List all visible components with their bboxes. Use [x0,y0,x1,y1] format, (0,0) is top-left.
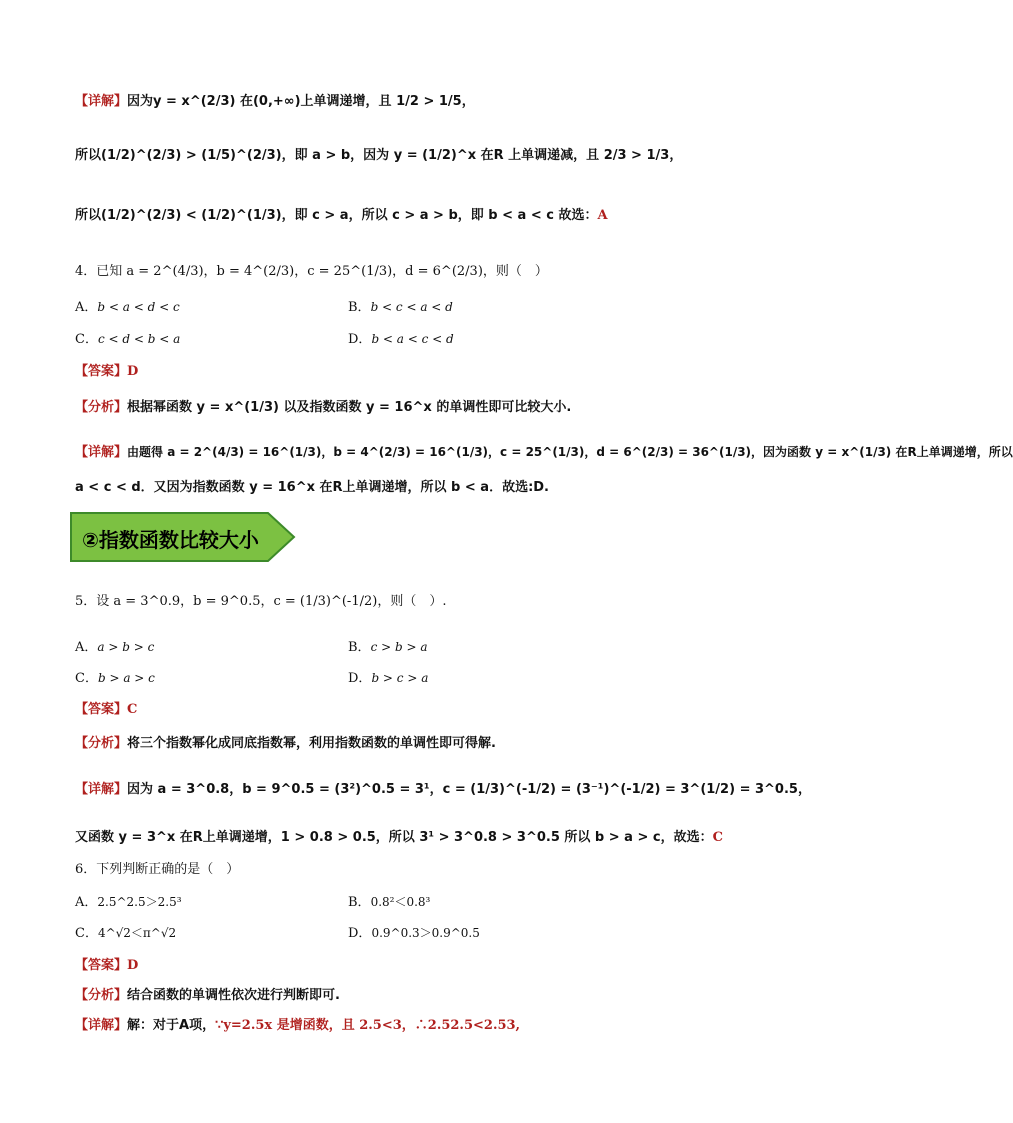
q4-option-d [348,330,454,349]
q5-detail-line2 [75,828,723,848]
q5-answer: C [127,702,138,717]
option-letter: D． [348,671,372,686]
q3-detail-text1: 因为y = x^(2/3) 在(0,+∞)上单调递增，且 1/2 > 1/5， [127,94,475,109]
q6-option-a [75,893,182,912]
answer-label: 【答案】 [75,958,128,973]
q6-answer: D [127,958,139,973]
q5-final-answer: C [712,830,723,845]
q3-detail-line1 [75,92,475,112]
q5-detail-text1: 因为 a = 3^0.8，b = 9^0.5 = (3²)^0.5 = 3¹，c = (1/3)^(-1/2) = (3⁻¹)^(-1/2) = 3^(1/2) = 3^0.5， [127,782,811,797]
q6-analysis-line [75,986,340,1006]
q6-detail-line [75,1016,520,1036]
q6-analysis: 结合函数的单调性依次进行判断即可. [127,988,340,1003]
answer-label: 【答案】 [75,702,128,717]
q5-stem: 5．设 a = 3^0.9，b = 9^0.5，c = (1/3)^(-1/2)，则（ ）. [75,594,447,609]
q4-detail-text1: 由题得 a = 2^(4/3) = 16^(1/3)，b = 4^(2/3) = 16^(1/3)，c = 25^(1/3)，d = 6^(2/3) = 36^(1/3)，因为函数 y = x^(1/3) 在R上单调递增，所以 [127,445,1013,459]
q6-option-d [348,924,480,943]
q5-option-d [348,669,428,688]
q4-stem: 4．已知 a = 2^(4/3)，b = 4^(2/3)，c = 25^(1/3)，d = 6^(2/3)，则（ ） [75,264,548,279]
q6-detail-lead: 解：对于A项， [127,1018,216,1033]
q5-analysis: 将三个指数幂化成同底指数幂，利用指数函数的单调性即可得解. [127,736,496,751]
option-letter: B． [348,895,371,910]
detail-label: 【详解】 [75,1018,128,1033]
q5-analysis-line [75,734,496,754]
q4-analysis-line [75,398,571,418]
q6-option-c [75,924,176,943]
q5-option-a [75,638,154,657]
q6-stem: 6．下列判断正确的是（ ） [75,862,240,877]
option-letter: A． [75,300,98,315]
q4-option-a [75,298,180,317]
q5-option-c [75,669,155,688]
option-letter: C． [75,926,98,941]
analysis-label: 【分析】 [75,988,128,1003]
q5-detail-text2: 又函数 y = 3^x 在R上单调递增，1 > 0.8 > 0.5，所以 3¹ > 3^0.8 > 3^0.5 所以 b > a > c，故选： [75,830,713,845]
detail-label: 【详解】 [75,94,128,109]
q5-option-b [348,638,428,657]
q4-option-c [75,330,180,349]
q3-detail-text3: 所以(1/2)^(2/3) < (1/2)^(1/3)，即 c > a，所以 c > a > b，即 b < a < c 故选： [75,208,598,223]
q6-detail-red: ∵y=2.5x 是增函数，且 2.5<3，∴2.52.5<2.53, [215,1018,521,1033]
q3-detail-line3 [75,206,608,226]
option-text: 4^√2＜π^√2 [97,926,177,940]
q3-detail-line2 [75,146,682,166]
option-letter: A． [75,895,98,910]
option-text: 2.5^2.5＞2.5³ [97,895,182,909]
option-text: c < d < b < a [97,332,181,346]
option-text: c > b > a [370,640,428,654]
q4-option-b [348,298,453,317]
q6-option-b [348,893,430,912]
detail-label: 【详解】 [75,782,128,797]
analysis-label: 【分析】 [75,400,128,415]
q4-detail-line2 [75,478,549,498]
option-letter: C． [75,332,98,347]
section-title: ②指数函数比较大小 [82,528,259,552]
option-text: 0.9^0.3＞0.9^0.5 [371,926,480,940]
option-letter: C． [75,671,98,686]
option-text: b < a < d < c [97,300,180,314]
answer-label: 【答案】 [75,364,128,379]
q6-answer-line [75,956,138,976]
option-letter: B． [348,300,371,315]
q4-detail-line1 [75,442,1013,463]
option-text: b > a > c [97,671,155,685]
q4-answer: D [127,364,139,379]
option-text: a > b > c [97,640,155,654]
q3-answer: A [597,208,608,223]
q4-answer-line [75,362,138,382]
option-text: b > c > a [371,671,429,685]
option-text: 0.8²＜0.8³ [370,895,431,909]
option-letter: B． [348,640,371,655]
q5-answer-line [75,700,137,720]
option-letter: D． [348,332,372,347]
option-letter: D． [348,926,372,941]
q4-detail-text2: a < c < d．又因为指数函数 y = 16^x 在R上单调递增，所以 b < a．故选:D. [75,480,549,495]
detail-label: 【详解】 [75,445,128,460]
option-text: b < a < c < d [371,332,454,346]
q3-detail-text2: 所以(1/2)^(2/3) > (1/5)^(2/3)，即 a > b，因为 y = (1/2)^x 在R 上单调递减，且 2/3 > 1/3， [75,148,683,163]
option-text: b < c < a < d [370,300,453,314]
q5-detail-line1 [75,780,811,800]
q4-analysis: 根据幂函数 y = x^(1/3) 以及指数函数 y = 16^x 的单调性即可比较大小. [127,400,572,415]
option-letter: A． [75,640,98,655]
analysis-label: 【分析】 [75,736,128,751]
